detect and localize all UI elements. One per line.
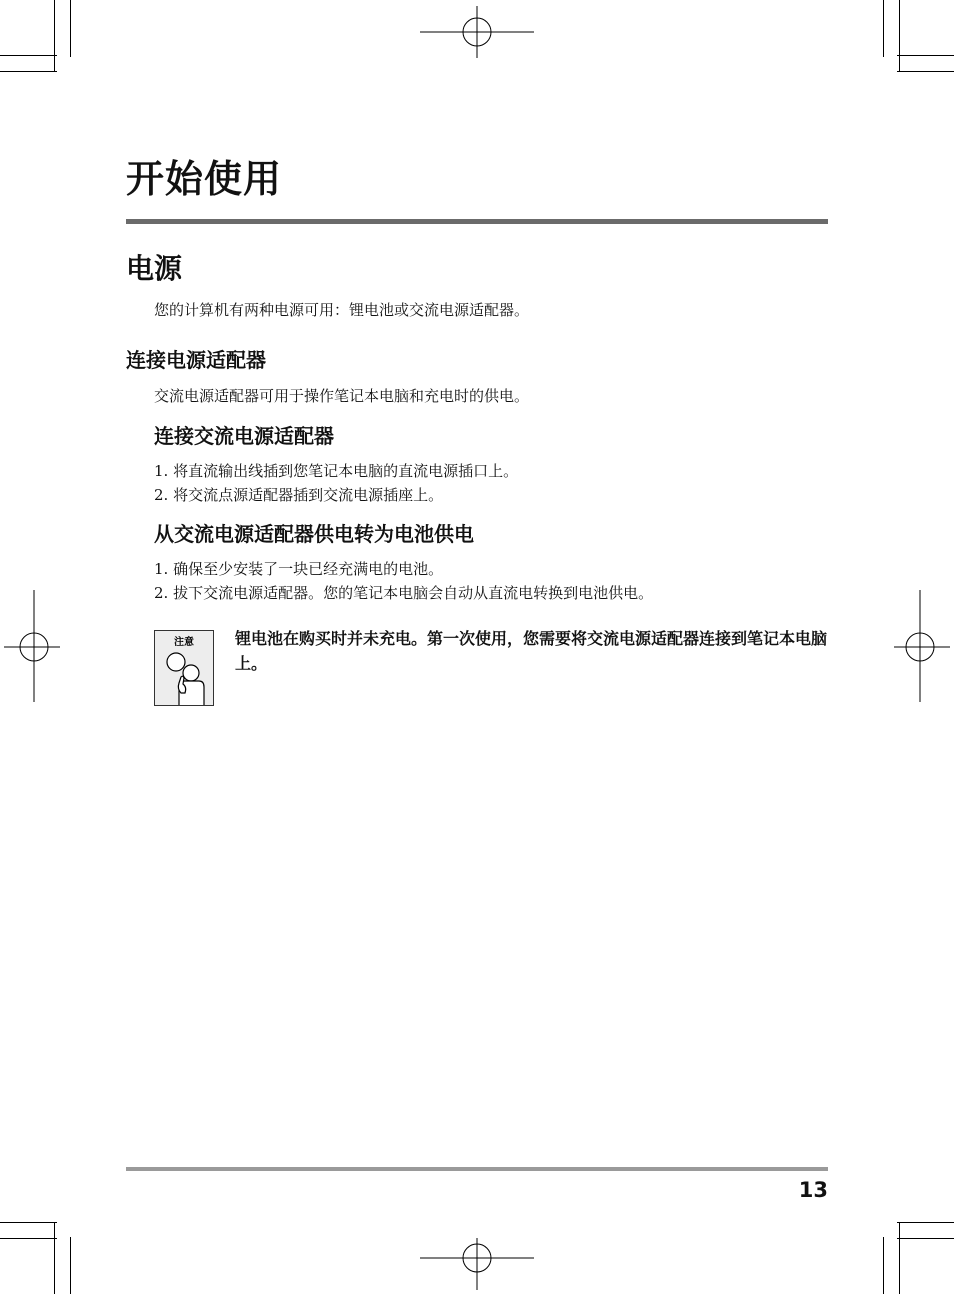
registration-mark [894,590,950,702]
subsection-heading-switch: 从交流电源适配器供电转为电池供电 [154,522,474,546]
footer-divider [126,1167,828,1171]
note-text: 锂电池在购买时并未充电。第一次使用，您需要将交流电源适配器连接到笔记本电脑上。 [235,629,828,673]
crop-mark [897,1222,954,1223]
adapter-intro-text: 交流电源适配器可用于操作笔记本电脑和充电时的供电。 [154,387,530,405]
crop-mark [54,1222,55,1294]
crop-mark [70,0,71,57]
crop-mark [70,1237,71,1294]
crop-mark [899,0,900,72]
page-number: 13 [798,1178,828,1202]
crop-mark [0,1238,57,1239]
section-heading-power: 电源 [126,252,183,285]
switch-step-1: 1. 确保至少安装了一块已经充满电的电池。 [154,560,444,578]
connect-step-2: 2. 将交流点源适配器插到交流电源插座上。 [154,486,444,504]
crop-mark [0,71,57,72]
crop-mark [883,0,884,57]
crop-mark [897,55,954,56]
connect-step-1: 1. 将直流输出线插到您笔记本电脑的直流电源插口上。 [154,462,519,480]
crop-mark [883,1237,884,1294]
subsection-heading-connect: 连接交流电源适配器 [154,424,334,448]
title-divider [126,219,828,224]
power-intro-text: 您的计算机有两种电源可用：锂电池或交流电源适配器。 [154,301,530,319]
crop-mark [897,1238,954,1239]
crop-mark [54,0,55,72]
registration-mark [4,590,60,702]
person-thinking-icon [163,649,207,705]
crop-mark [897,71,954,72]
note-callout-box [154,630,214,706]
note-label: 注意 [174,637,194,648]
page-title: 开始使用 [126,157,283,201]
registration-mark [420,1238,534,1290]
crop-mark [0,55,57,56]
registration-mark [420,6,534,58]
switch-step-2: 2. 拔下交流电源适配器。您的笔记本电脑会自动从直流电转换到电池供电。 [154,584,654,602]
section-heading-adapter: 连接电源适配器 [126,348,266,372]
crop-mark [0,1222,57,1223]
crop-mark [899,1222,900,1294]
